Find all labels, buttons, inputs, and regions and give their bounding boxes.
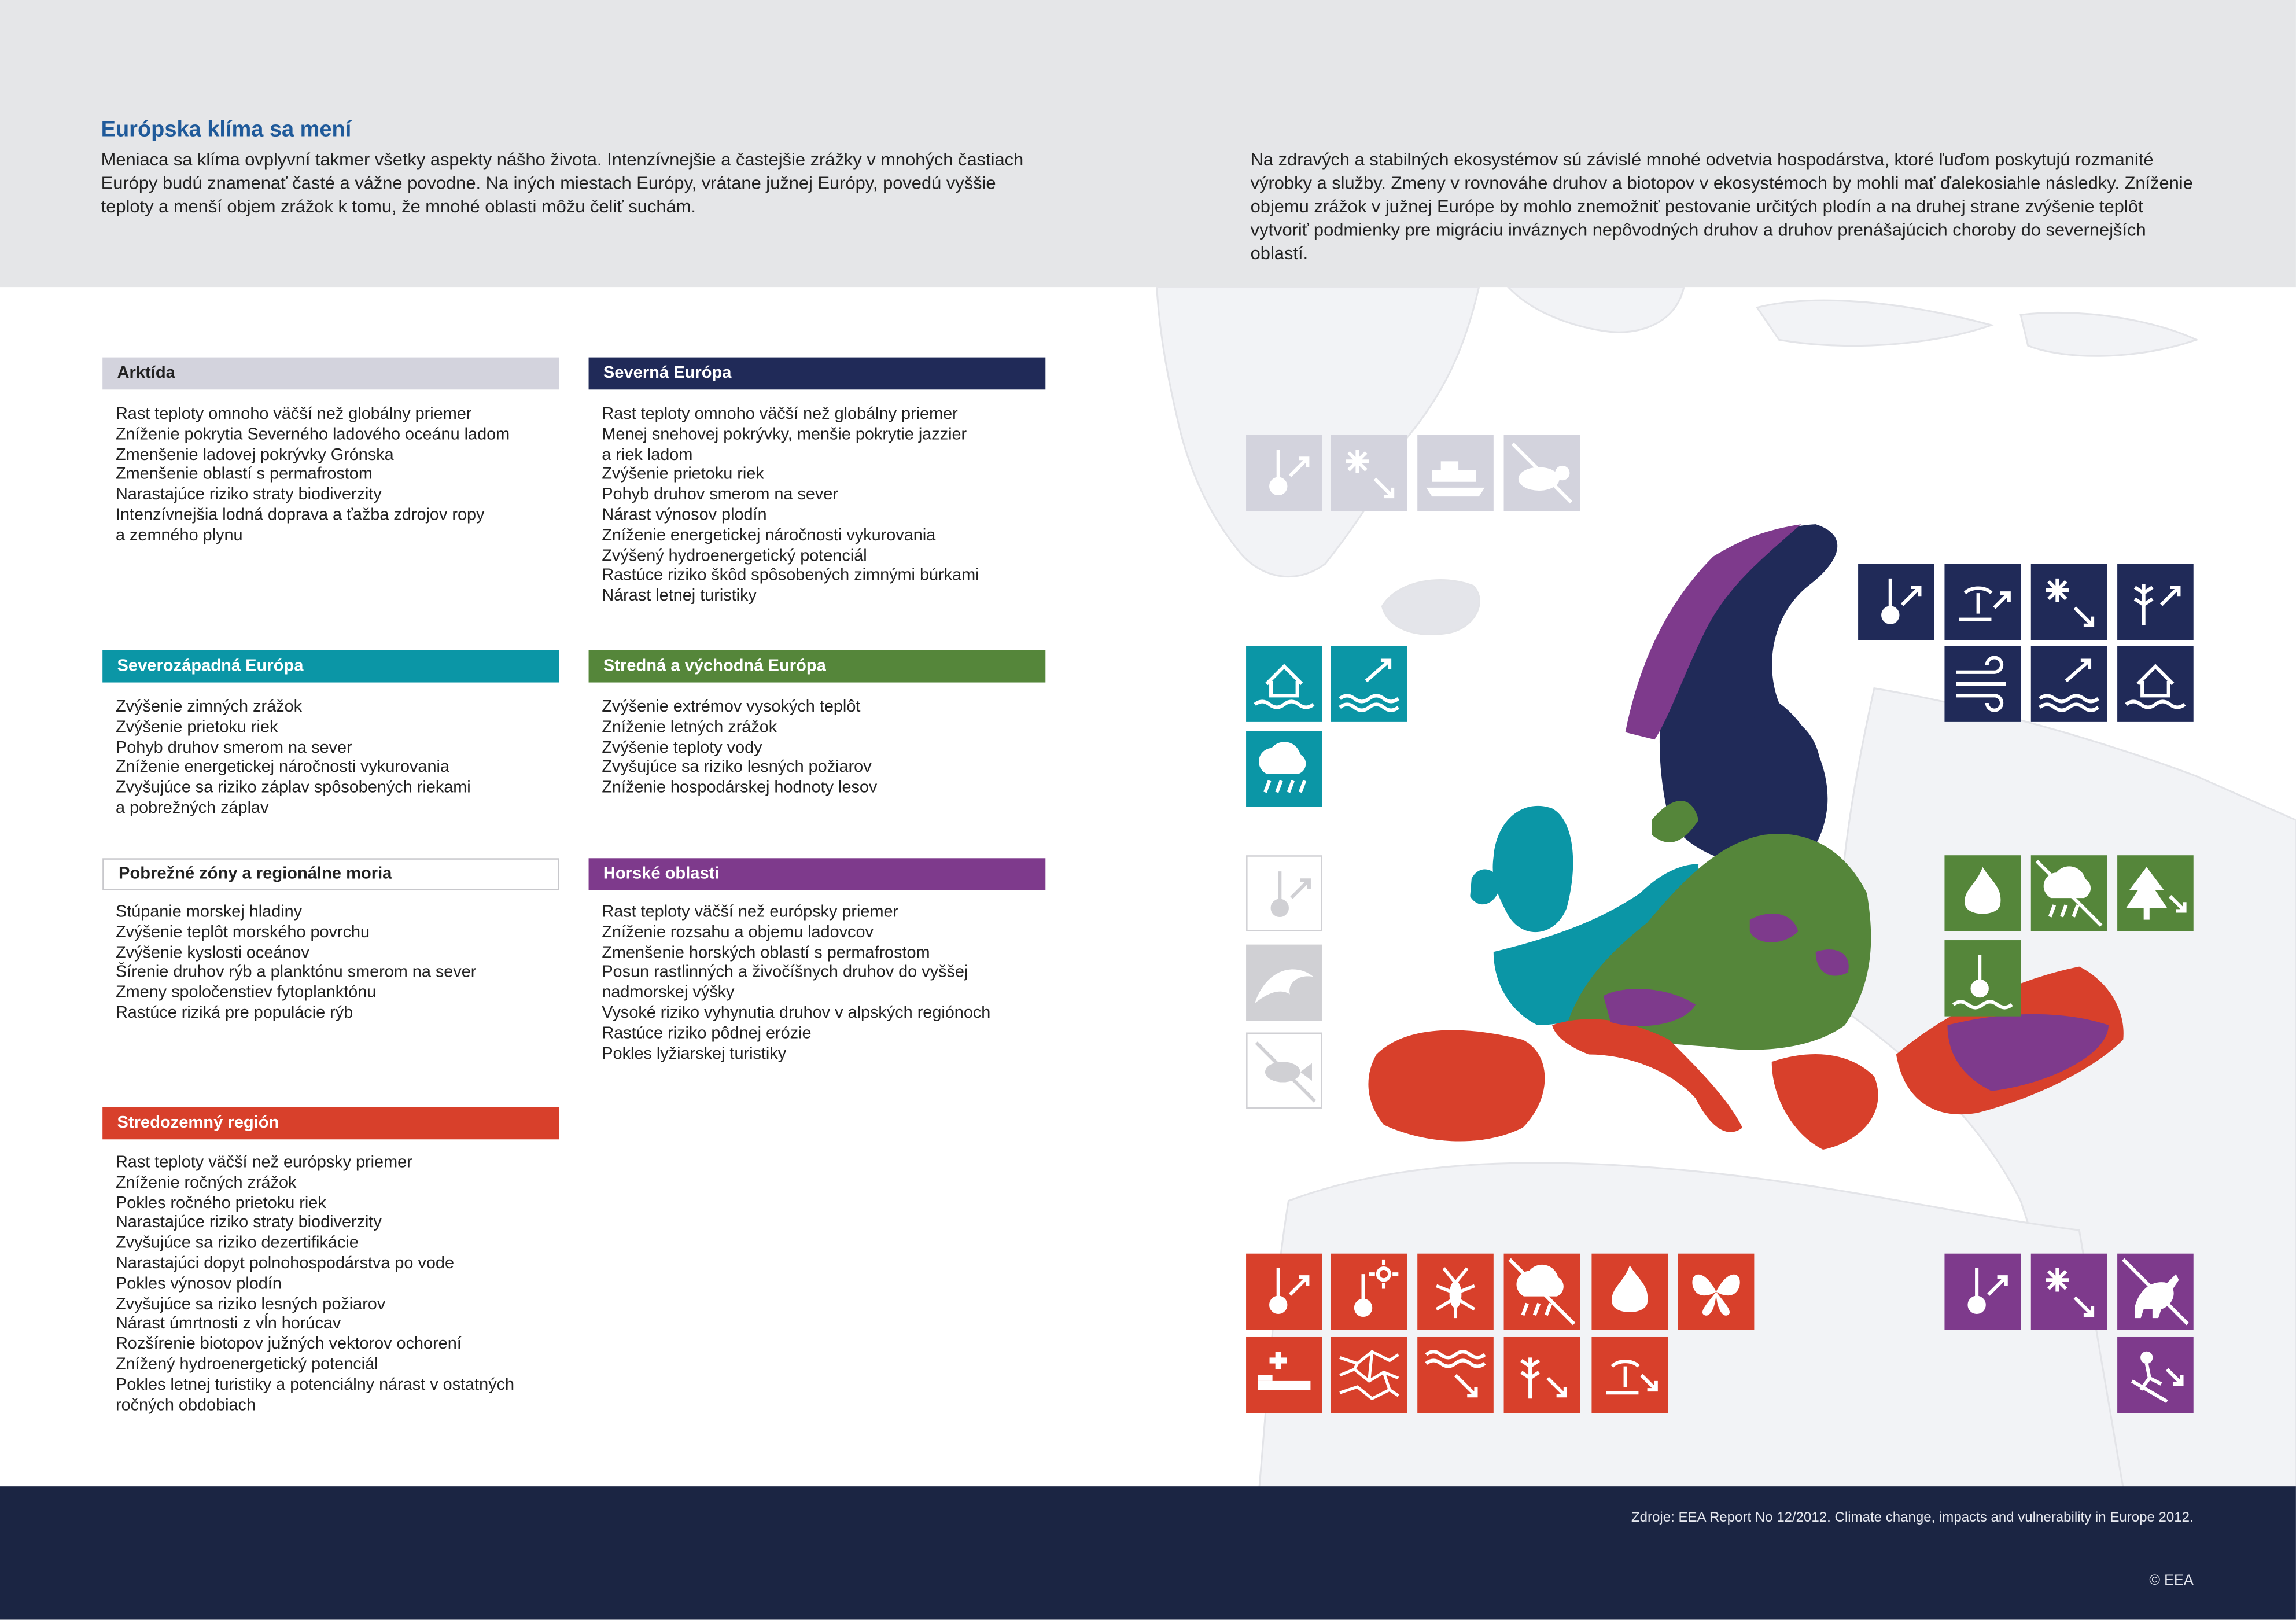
temperature-rise-icon — [1246, 435, 1322, 511]
region-list-item: Zvýšenie prietoku riek — [115, 719, 278, 737]
region-list-item: Zvýšenie teploty vody — [602, 739, 762, 757]
region-list-item: Zvyšujúce sa riziko záplav spôsobených riekami — [115, 779, 471, 797]
region-mediterranean-greece — [1772, 1054, 1878, 1150]
region-list-north — [602, 406, 1041, 608]
river-flow-rise-icon — [2031, 646, 2107, 722]
region-list-item: Zníženie energetickej náročnosti vykurovania — [602, 526, 936, 545]
rain-decline-icon — [1504, 1254, 1580, 1330]
region-list-item: Zníženie letných zrážok — [602, 719, 777, 737]
region-list-item: Intenzívnejšia lodná doprava a ťažba zdrojov ropy — [115, 506, 485, 525]
arctic-island-outline — [1757, 300, 1991, 345]
mosquito-vector-icon — [1417, 1254, 1494, 1330]
region-list-item: Zvyšujúce sa riziko dezertifikácie — [115, 1235, 359, 1253]
region-list-item: Rast teploty väčší než európsky priemer — [602, 903, 899, 922]
region-heading-mountain: Horské oblasti — [589, 858, 1046, 890]
iceland-outline — [1382, 580, 1479, 635]
heat-extremes-icon — [1331, 1254, 1407, 1330]
region-list-central — [602, 698, 1041, 800]
species-extinction-icon — [2117, 1254, 2194, 1330]
heat-mortality-icon — [1246, 1337, 1322, 1413]
desertification-icon — [1331, 1337, 1407, 1413]
region-list-item: Stúpanie morskej hladiny — [115, 903, 303, 922]
region-list-item: Nárast letnej turistiky — [602, 587, 757, 605]
region-list-item: Zníženie energetickej náročnosti vykurovania — [115, 759, 449, 777]
summer-tourism-rise-icon — [1944, 564, 2021, 640]
region-list-item: Posun rastlinných a živočíšnych druhov do vyššej — [602, 964, 968, 982]
sea-level-wave-icon — [1246, 945, 1322, 1021]
region-list-item: Zmenšenie ladovej pokrývky Grónska — [115, 446, 394, 464]
winter-storm-icon — [1944, 646, 2021, 722]
region-list-item: Znížený hydroenergetický potenciál — [115, 1356, 378, 1374]
region-list-item: Narastajúce riziko straty biodiverzity — [115, 486, 382, 505]
copyright-text: © EEA — [2149, 1573, 2194, 1589]
summer-tourism-decline-icon — [1591, 1337, 1668, 1413]
region-list-item: Zvýšený hydroenergetický potenciál — [602, 547, 867, 565]
source-text: Zdroje: EEA Report No 12/2012. Climate change, impacts and vulnerability in Europe 2012. — [1631, 1509, 2194, 1526]
region-list-northwest — [116, 698, 555, 820]
region-heading-north: Severná Európa — [589, 358, 1046, 390]
region-list-item: Nárast výnosov plodín — [602, 506, 767, 525]
region-list-arctic — [116, 406, 555, 547]
fish-decline-icon — [1246, 1032, 1322, 1109]
water-temperature-icon — [1944, 940, 2021, 1017]
crop-yield-rise-icon — [2117, 564, 2194, 640]
region-list-item: Zmeny spoločenstiev fytoplanktónu — [115, 984, 377, 1002]
winter-rain-icon — [1246, 731, 1322, 807]
flood-house-icon — [2117, 646, 2194, 722]
region-list-item: Rastúce riziko pôdnej erózie — [602, 1025, 812, 1043]
region-list-item: Rastúce riziko škôd spôsobených zimnými búrkami — [602, 567, 979, 585]
region-list-item: Rozšírenie biotopov južných vektorov ochorení — [115, 1335, 462, 1354]
region-list-item: Zmenšenie oblastí s permafrostom — [115, 466, 373, 484]
river-flow-rise-icon — [1331, 646, 1407, 722]
region-list-item: Pokles letnej turistiky a potenciálny nárast v ostatných — [115, 1376, 515, 1394]
river-flow-decline-icon — [1417, 1337, 1494, 1413]
crop-yield-decline-icon — [1504, 1337, 1580, 1413]
region-heading-northwest: Severozápadná Európa — [102, 650, 559, 683]
butterfly-biodiversity-icon — [1678, 1254, 1755, 1330]
region-northwest-britain — [1493, 806, 1573, 932]
region-list-item: Pohyb druhov smerom na sever — [602, 486, 838, 505]
sea-temperature-rise-icon — [1246, 855, 1322, 932]
temperature-rise-icon — [1944, 1254, 2021, 1330]
ski-tourism-decline-icon — [2117, 1337, 2194, 1413]
region-list-item: Zníženie hospodárskej hodnoty lesov — [602, 779, 878, 797]
forest-value-decline-icon — [2117, 855, 2194, 932]
region-list-item: Vysoké riziko vyhynutia druhov v alpských regiónoch — [602, 1004, 991, 1022]
region-list-item: Narastajúce riziko straty biodiverzity — [115, 1214, 382, 1232]
region-list-item: Zvyšujúce sa riziko lesných požiarov — [602, 759, 872, 777]
greenland-outline — [1157, 287, 1479, 576]
region-list-item: Zníženie ročných zrážok — [115, 1174, 297, 1192]
region-list-item: nadmorskej výšky — [602, 984, 735, 1002]
region-list-item: Nárast úmrtnosti z vĺn horúcav — [115, 1315, 341, 1334]
region-list-item: Rast teploty omnoho väčší než globálny priemer — [115, 406, 472, 424]
region-list-item: a pobrežných záplav — [115, 799, 269, 818]
page-title: Európska klíma sa mení — [101, 117, 352, 142]
region-list-item: a riek ladom — [602, 446, 693, 464]
temperature-rise-icon — [1858, 564, 1934, 640]
region-heading-coastal: Pobrežné zóny a regionálne moria — [102, 858, 559, 890]
intro-text-left: Meniaca sa klíma ovplyvní takmer všetky aspekty nášho života. Intenzívnejšie a častejšie zrážky v mnohých častiach Európy budú znamenať časté a vážne povodne. Na iných miestach Európy, vrátane južnej Európy, povedú vyššie teploty a menší objem zrážok k tomu, že mnohé oblasti môžu čeliť suchám. — [101, 149, 1024, 217]
region-list-item: Šírenie druhov rýb a planktónu smerom na sever — [115, 964, 477, 982]
summer-rain-decline-icon — [2031, 855, 2107, 932]
region-list-item: Zvýšenie kyslosti oceánov — [115, 944, 309, 962]
snow-melt-icon — [1331, 435, 1407, 511]
novaya-zemlya-outline — [2021, 312, 2197, 356]
glacier-decline-icon — [2031, 1254, 2107, 1330]
snow-decline-icon — [2031, 564, 2107, 640]
region-list-item: a zemného plynu — [115, 526, 243, 545]
region-list-item: Pokles lyžiarskej turistiky — [602, 1045, 787, 1063]
region-list-item: Zníženie pokrytia Severného ladového oceánu ladom — [115, 426, 510, 444]
region-list-item: Rastúce riziká pre populácie rýb — [115, 1004, 353, 1022]
region-list-item: Zvýšenie prietoku riek — [602, 466, 764, 484]
svalbard-outline — [1508, 287, 1684, 332]
region-list-item: Zvýšenie zimných zrážok — [115, 698, 303, 716]
region-heading-arctic: Arktída — [102, 358, 559, 390]
forest-fire-icon — [1944, 855, 2021, 932]
polar-bear-decline-icon — [1504, 435, 1580, 511]
region-list-item: Pohyb druhov smerom na sever — [115, 739, 352, 757]
region-heading-mediterranean: Stredozemný región — [102, 1107, 559, 1140]
region-list-item: Zvýšenie extrémov vysokých teplôt — [602, 698, 861, 716]
region-list-item: Narastajúci dopyt polnohospodárstva po vode — [115, 1255, 455, 1273]
flood-house-icon — [1246, 646, 1322, 722]
region-list-item: Rast teploty väčší než európsky priemer — [115, 1154, 412, 1172]
region-list-item: Pokles výnosov plodín — [115, 1275, 282, 1293]
region-list-item: Zvyšujúce sa riziko lesných požiarov — [115, 1295, 386, 1313]
region-list-mountain — [602, 904, 1041, 1065]
region-mediterranean-iberia — [1368, 1030, 1545, 1142]
forest-fire-icon — [1591, 1254, 1668, 1330]
region-list-item: Rast teploty omnoho väčší než globálny priemer — [602, 406, 958, 424]
region-list-mediterranean — [116, 1154, 555, 1417]
region-list-coastal — [116, 904, 555, 1025]
region-list-item: Menej snehovej pokrývky, menšie pokrytie jazzier — [602, 426, 967, 444]
intro-text-right: Na zdravých a stabilných ekosystémov sú závislé mnohé odvetvia hospodárstva, ktoré ľuďom poskytujú rozmanité výrobky a služby. Zmeny v rovnováhe druhov a biotopov v ekosystémoch by mohli mať ďalekosiahle následky. Zníženie objemu zrážok v južnej Európe by mohlo znemožniť pestovanie určitých plodín a na druhej strane zvýšenie teplôt vytvoriť podmienky pre migráciu inváznych nepôvodných druhov a druhov prenášajúcich choroby do severnejších oblastí. — [1250, 149, 2193, 264]
region-list-item: Zmenšenie horských oblastí s permafrostom — [602, 944, 930, 962]
region-list-item: Zníženie rozsahu a objemu ladovcov — [602, 923, 874, 942]
region-list-item: Pokles ročného prietoku riek — [115, 1194, 326, 1212]
footer-band — [0, 1486, 2296, 1619]
temperature-rise-icon — [1246, 1254, 1322, 1330]
region-list-item: Zvýšenie teplôt morského povrchu — [115, 923, 370, 942]
region-heading-central: Stredná a východná Európa — [589, 650, 1046, 683]
shipping-icon — [1417, 435, 1494, 511]
region-list-item: ročných obdobiach — [115, 1396, 256, 1415]
